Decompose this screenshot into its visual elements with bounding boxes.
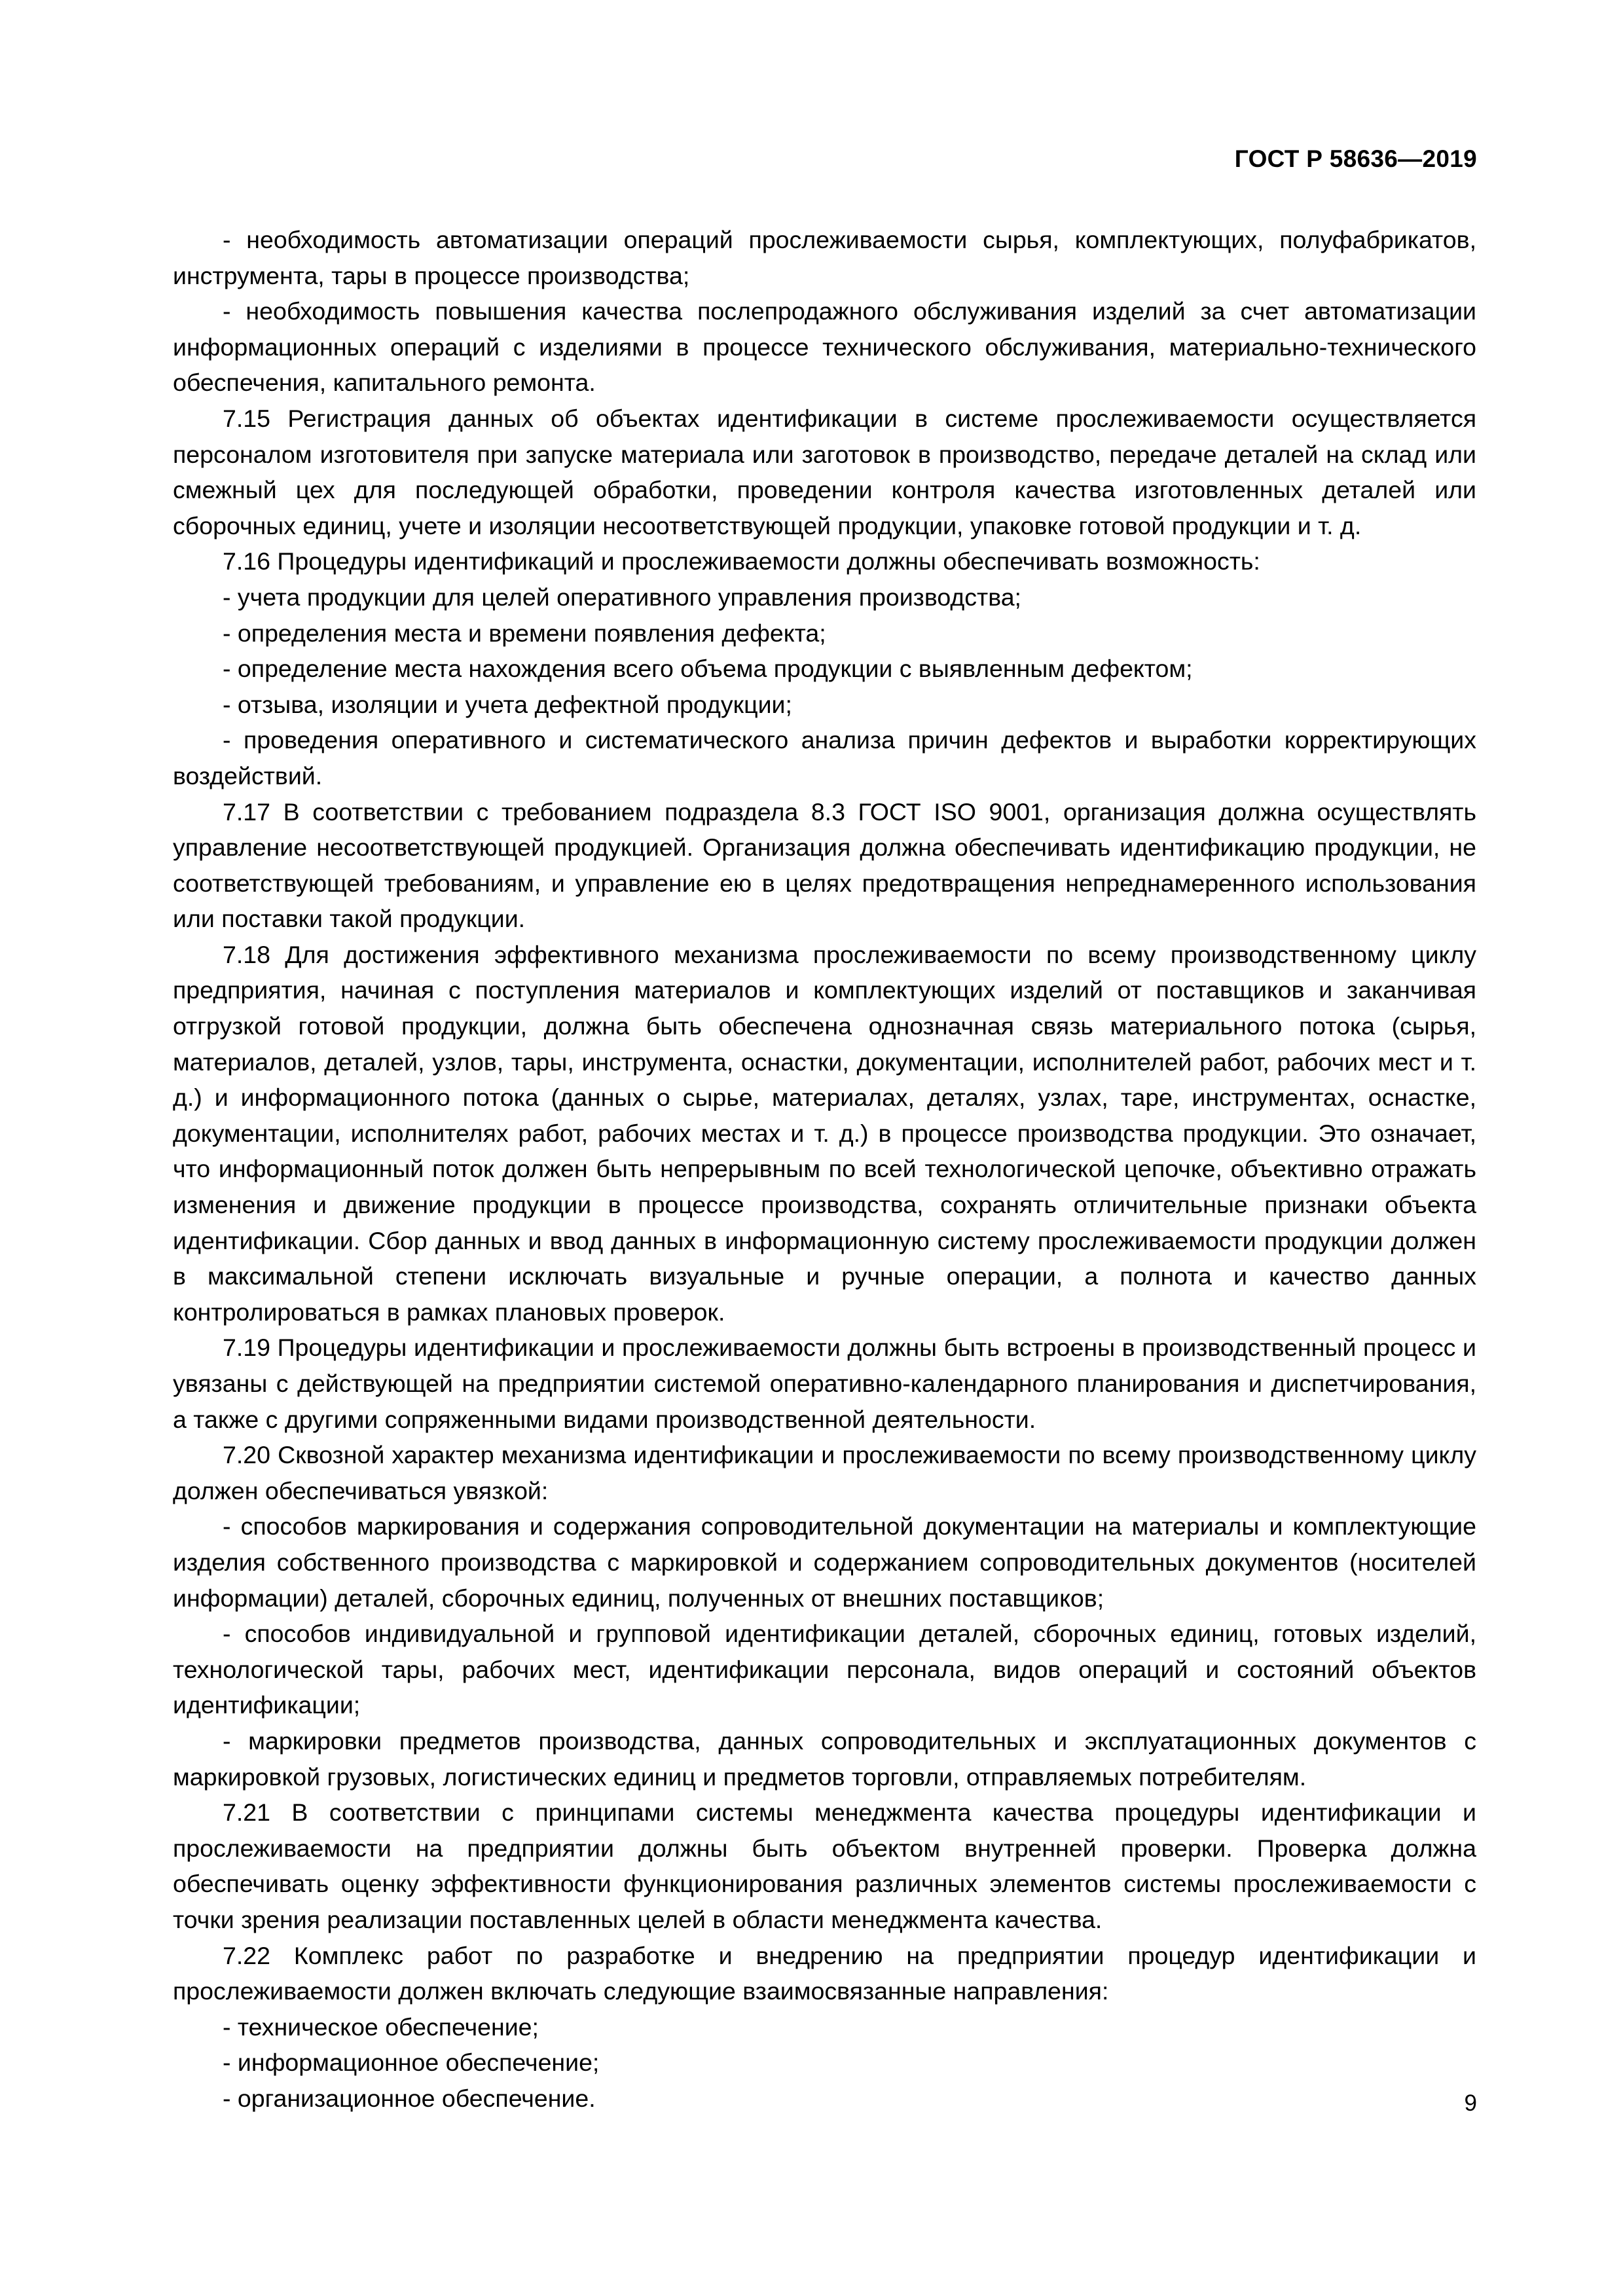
list-item: - определения места и времени появления дефекта; xyxy=(223,619,826,647)
list-item: - способов индивидуальной и групповой идентификации деталей, сборочных единиц, готовых изделий, технологической тары, рабочих мест, идентификации персонала, видов операций и состояний объектов идентификации; xyxy=(173,1620,1476,1719)
paragraph: 7.18 Для достижения эффективного механизма прослеживаемости по всему производственному циклу предприятия, начиная с поступления материалов и комплектующих изделий от поставщиков и заканчивая отгрузкой готовой продукции, должна быть обеспечена однозначная связь материального потока (сырья, материалов, деталей, узлов, тары, инструмента, оснастки, документации, исполнителей работ, рабочих мест и т. д.) и информационного потока (данных о сырье, материалах, деталях, узлах, таре, инструментах, оснастке, документации, исполнителях работ, рабочих местах и т. д.) в процессе производства продукции. Это означает, что информационный поток должен быть непрерывным по всей технологической цепочке, объективно отражать изменения и движение продукции в процессе производства, сохранять отличительные признаки объекта идентификации. Сбор данных и ввод данных в информационную систему прослеживаемости продукции должен в максимальной степени исключать визуальные и ручные операции, а полнота и качество данных контролироваться в рамках плановых проверок. xyxy=(173,940,1476,1326)
list-item: - отзыва, изоляции и учета дефектной продукции; xyxy=(223,690,792,718)
document-designation: ГОСТ Р 58636—2019 xyxy=(1234,145,1477,172)
list-item: - маркировки предметов производства, данных сопроводительных и эксплуатационных документов с маркировкой грузовых, логистических единиц и предметов торговли, отправляемых потребителям. xyxy=(173,1726,1476,1791)
paragraph: 7.22 Комплекс работ по разработке и внедрению на предприятии процедур идентификации и прослеживаемости должен включать следующие взаимосвязанные направления: xyxy=(173,1941,1476,2005)
paragraph: 7.19 Процедуры идентификации и прослеживаемости должны быть встроены в производственный процесс и увязаны с действующей на предприятии системой оперативно-календарного планирования и диспетчирования, а также с другими сопряженными видами производственной деятельности. xyxy=(173,1334,1476,1433)
list-item: - проведения оперативного и систематического анализа причин дефектов и выработки корректирующих воздействий. xyxy=(173,726,1476,790)
paragraph: 7.20 Сквозной характер механизма идентификации и прослеживаемости по всему производственному циклу должен обеспечиваться увязкой: xyxy=(173,1441,1476,1504)
document-body xyxy=(173,222,1476,2116)
paragraph: 7.15 Регистрация данных об объектах идентификации в системе прослеживаемости осуществляется персоналом изготовителя при запуске материала или заготовок в производство, передаче деталей на склад или смежный цех для последующей обработки, проведении контроля качества изготовленных деталей или сборочных единиц, учете и изоляции несоответствующей продукции, упаковке готовой продукции и т. д. xyxy=(173,404,1476,539)
list-item: - учета продукции для целей оперативного управления производства; xyxy=(223,583,1021,611)
list-item: - определение места нахождения всего объема продукции с выявленным дефектом; xyxy=(223,655,1193,683)
paragraph: 7.16 Процедуры идентификаций и прослеживаемости должны обеспечивать возможность: xyxy=(223,547,1260,575)
list-item: - информационное обеспечение; xyxy=(223,2049,600,2077)
paragraph: 7.17 В соответствии с требованием подраздела 8.3 ГОСТ ISO 9001, организация должна осуществлять управление несоответствующей продукцией. Организация должна обеспечивать идентификацию продукции, не соответствующей требованиям, и управление ею в целях предотвращения непреднамеренного использования или поставки такой продукции. xyxy=(173,797,1476,933)
list-item: - техническое обеспечение; xyxy=(223,2013,539,2041)
paragraph: - необходимость автоматизации операций прослеживаемости сырья, комплектующих, полуфабрикатов, инструмента, тары в процессе производства; xyxy=(173,226,1476,289)
paragraph: - необходимость повышения качества послепродажного обслуживания изделий за счет автоматизации информационных операций с изделиями в процессе технического обслуживания, материально-технического обеспечения, капитального ремонта. xyxy=(173,297,1476,397)
list-item: - способов маркирования и содержания сопроводительной документации на материалы и комплектующие изделия собственного производства с маркировкой и содержанием сопроводительных документов (носителей информации) деталей, сборочных единиц, полученных от внешних поставщиков; xyxy=(173,1512,1476,1612)
list-item: - организационное обеспечение. xyxy=(223,2084,596,2112)
paragraph: 7.21 В соответствии с принципами системы менеджмента качества процедуры идентификации и прослеживаемости на предприятии должны быть объектом внутренней проверки. Проверка должна обеспечивать оценку эффективности функционирования различных элементов системы прослеживаемости с точки зрения реализации поставленных целей в области менеджмента качества. xyxy=(173,1798,1476,1933)
page-number: 9 xyxy=(1464,2090,1477,2116)
